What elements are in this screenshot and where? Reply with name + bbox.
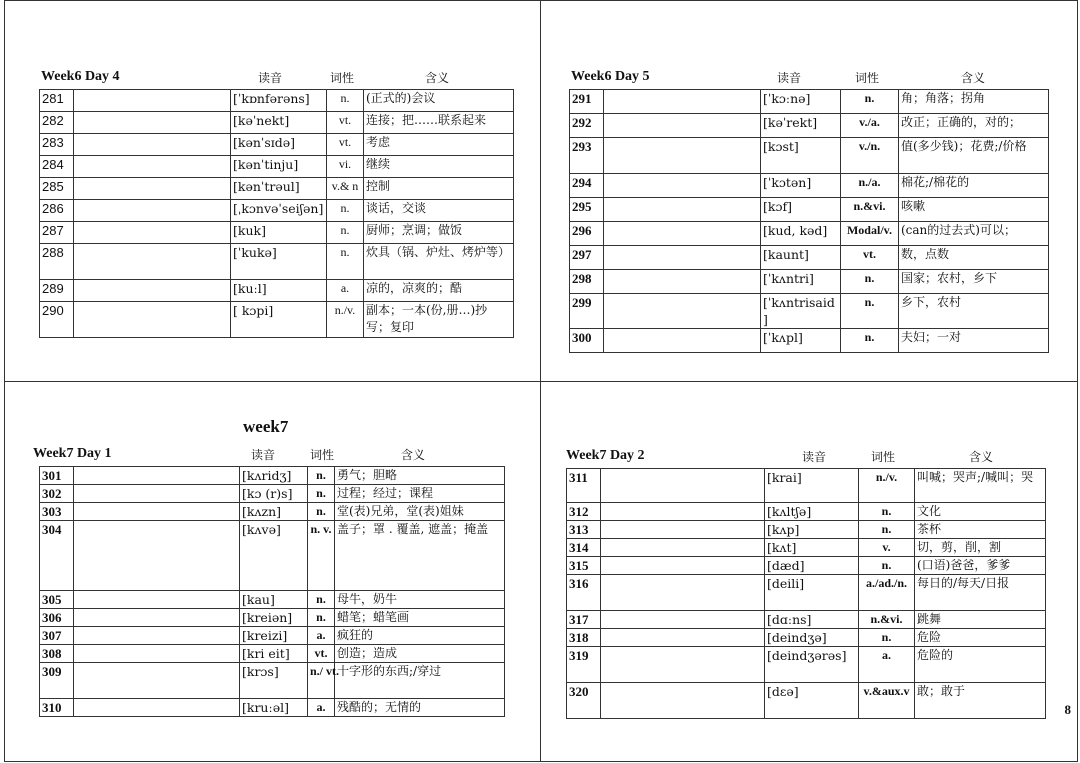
phonetic: [kəˈnekt] [231, 112, 327, 134]
phonetic: [kɔst] [761, 138, 841, 174]
table-row [40, 521, 505, 591]
entry-number: 300 [570, 329, 604, 353]
word-cell [601, 629, 765, 647]
word-cell [74, 90, 231, 112]
meaning: 凉的，凉爽的；酷 [364, 280, 514, 302]
phonetic: [ˈkʌntri] [761, 270, 841, 294]
word-cell [74, 244, 231, 280]
word-cell [601, 503, 765, 521]
entry-number: 289 [40, 280, 74, 302]
entry-number: 303 [40, 503, 74, 521]
word-cell [604, 198, 761, 222]
phonetic: [kaunt] [761, 246, 841, 270]
table-header [33, 444, 505, 466]
part-of-speech: n. [327, 222, 364, 244]
part-of-speech: n.&vi. [859, 611, 915, 629]
table-row [567, 575, 1046, 611]
entry-number: 307 [40, 627, 74, 645]
entry-number: 309 [40, 663, 74, 699]
word-cell [604, 222, 761, 246]
phonetic: [ˈkɔtən] [761, 174, 841, 198]
vocab-table [566, 468, 1046, 719]
part-of-speech: vi. [327, 156, 364, 178]
meaning: 连接；把……联系起来 [364, 112, 514, 134]
part-of-speech: n. [841, 329, 899, 353]
entry-number: 302 [40, 485, 74, 503]
part-of-speech: n. [841, 270, 899, 294]
table-header [566, 446, 1046, 468]
phonetic: [ˈkɔːnə] [761, 90, 841, 114]
phonetic: [dɑːns] [765, 611, 859, 629]
meaning: 副本；一本(份,册…)抄写；复印 [364, 302, 514, 338]
part-of-speech: n. [308, 485, 335, 503]
meaning: 十字形的东西;/穿过 [335, 663, 505, 699]
part-of-speech: v./n. [841, 138, 899, 174]
entry-number: 293 [570, 138, 604, 174]
vocab-table [39, 466, 505, 717]
part-of-speech: a. [859, 647, 915, 683]
part-of-speech: n. [308, 609, 335, 627]
phonetic: [kruːəl] [240, 699, 308, 717]
table-row [567, 503, 1046, 521]
phonetic: [kʌridʒ] [240, 467, 308, 485]
meaning: (口语)爸爸，爹爹 [915, 557, 1046, 575]
word-cell [74, 663, 240, 699]
table-row [570, 138, 1049, 174]
meaning: 敢；敢于 [915, 683, 1046, 719]
word-cell [604, 270, 761, 294]
phonetic: [ˌkɔnvəˈseiʃən] [231, 200, 327, 222]
entry-number: 287 [40, 222, 74, 244]
entry-number: 317 [567, 611, 601, 629]
table-row [570, 270, 1049, 294]
meaning: 角；角落；拐角 [899, 90, 1049, 114]
word-cell [601, 521, 765, 539]
table-header [39, 67, 514, 89]
entry-number: 291 [570, 90, 604, 114]
phonetic: [kreiən] [240, 609, 308, 627]
word-cell [601, 575, 765, 611]
part-of-speech: n./a. [841, 174, 899, 198]
part-of-speech: a. [308, 699, 335, 717]
table-row [567, 521, 1046, 539]
meaning: 过程；经过；课程 [335, 485, 505, 503]
word-cell [74, 485, 240, 503]
meaning: 改正；正确的，对的； [899, 114, 1049, 138]
table-row [40, 244, 514, 280]
entry-number: 320 [567, 683, 601, 719]
part-of-speech: n. [859, 557, 915, 575]
quadrant-week7-day2 [540, 381, 1078, 762]
header-meaning: 含义 [961, 71, 986, 85]
table-row [40, 645, 505, 663]
table-row [40, 591, 505, 609]
entry-number: 312 [567, 503, 601, 521]
phonetic: [kəˈrekt] [761, 114, 841, 138]
meaning: 乡下，农村 [899, 294, 1049, 329]
entry-number: 298 [570, 270, 604, 294]
table-row [570, 174, 1049, 198]
word-cell [74, 699, 240, 717]
entry-number: 288 [40, 244, 74, 280]
table-row [570, 329, 1049, 353]
table-header [569, 67, 1049, 89]
table-row [40, 302, 514, 338]
meaning: (正式的)会议 [364, 90, 514, 112]
table-row [40, 280, 514, 302]
word-cell [74, 503, 240, 521]
table-row [40, 503, 505, 521]
entry-number: 316 [567, 575, 601, 611]
phonetic: [kud, kəd] [761, 222, 841, 246]
phonetic: [kuːl] [231, 280, 327, 302]
phonetic: [deili] [765, 575, 859, 611]
table-row [567, 469, 1046, 503]
word-cell [604, 246, 761, 270]
entry-number: 281 [40, 90, 74, 112]
part-of-speech: vt. [308, 645, 335, 663]
meaning: 棉花;/棉花的 [899, 174, 1049, 198]
word-cell [604, 114, 761, 138]
word-cell [74, 280, 231, 302]
phonetic: [kʌzn] [240, 503, 308, 521]
table-row [567, 629, 1046, 647]
table-row [40, 134, 514, 156]
phonetic: [deindʒərəs] [765, 647, 859, 683]
table-row [40, 609, 505, 627]
word-cell [601, 557, 765, 575]
word-cell [74, 156, 231, 178]
entry-number: 308 [40, 645, 74, 663]
phonetic: [kuk] [231, 222, 327, 244]
part-of-speech: a./ad./n. [859, 575, 915, 611]
part-of-speech: n. [841, 294, 899, 329]
day-label: Week6 Day 4 [41, 69, 120, 84]
phonetic: [ˈkʌntrisaid] [761, 294, 841, 329]
phonetic: [krɔs] [240, 663, 308, 699]
part-of-speech: n. [308, 467, 335, 485]
header-pron: 读音 [258, 71, 283, 85]
phonetic: [ˈkʌpl] [761, 329, 841, 353]
meaning: 创造；造成 [335, 645, 505, 663]
entry-number: 285 [40, 178, 74, 200]
word-cell [74, 521, 240, 591]
word-cell [601, 683, 765, 719]
vocab-table [39, 89, 514, 338]
phonetic: [kʌvə] [240, 521, 308, 591]
word-cell [601, 469, 765, 503]
meaning: 切，剪，削，割 [915, 539, 1046, 557]
entry-number: 295 [570, 198, 604, 222]
phonetic: [kənˈtinju] [231, 156, 327, 178]
entry-number: 292 [570, 114, 604, 138]
meaning: 堂(表)兄弟，堂(表)姐妹 [335, 503, 505, 521]
entry-number: 284 [40, 156, 74, 178]
phonetic: [kɔf] [761, 198, 841, 222]
table-row [40, 663, 505, 699]
header-pos: 词性 [330, 71, 355, 85]
header-pos: 词性 [871, 450, 896, 464]
phonetic: [kri eit] [240, 645, 308, 663]
vocab-block-week7-day2 [566, 446, 1046, 719]
table-row [40, 90, 514, 112]
meaning: 盖子；罩 . 覆盖, 遮盖；掩盖 [335, 521, 505, 591]
part-of-speech: n./v. [327, 302, 364, 338]
table-row [570, 222, 1049, 246]
word-cell [74, 591, 240, 609]
part-of-speech: v.&aux.v [859, 683, 915, 719]
header-meaning: 含义 [969, 450, 994, 464]
phonetic: [kɔ (r)s] [240, 485, 308, 503]
part-of-speech: n. [859, 521, 915, 539]
quadrant-week6-day5 [540, 0, 1078, 382]
entry-number: 297 [570, 246, 604, 270]
vocab-block-week6-day4 [39, 67, 514, 338]
meaning: 考虑 [364, 134, 514, 156]
entry-number: 294 [570, 174, 604, 198]
entry-number: 282 [40, 112, 74, 134]
meaning: 值(多少钱)；花费;/价格 [899, 138, 1049, 174]
word-cell [74, 302, 231, 338]
phonetic: [deindʒə] [765, 629, 859, 647]
phonetic: [dɛə] [765, 683, 859, 719]
phonetic: [kau] [240, 591, 308, 609]
table-row [567, 539, 1046, 557]
meaning: 跳舞 [915, 611, 1046, 629]
entry-number: 301 [40, 467, 74, 485]
table-row [40, 222, 514, 244]
meaning: (can的过去式)可以； [899, 222, 1049, 246]
meaning: 母牛，奶牛 [335, 591, 505, 609]
phonetic: [kənˈsɪdə] [231, 134, 327, 156]
entry-number: 313 [567, 521, 601, 539]
entry-number: 314 [567, 539, 601, 557]
part-of-speech: n.&vi. [841, 198, 899, 222]
part-of-speech: n. [327, 200, 364, 222]
entry-number: 299 [570, 294, 604, 329]
word-cell [74, 178, 231, 200]
meaning: 叫喊；哭声;/喊叫；哭 [915, 469, 1046, 503]
part-of-speech: Modal/v. [841, 222, 899, 246]
meaning: 谈话，交谈 [364, 200, 514, 222]
page-number: 8 [1064, 702, 1071, 717]
phonetic: [kʌp] [765, 521, 859, 539]
word-cell [601, 611, 765, 629]
meaning: 勇气；胆略 [335, 467, 505, 485]
header-pos: 词性 [310, 448, 335, 462]
word-cell [74, 627, 240, 645]
part-of-speech: n. [308, 503, 335, 521]
entry-number: 286 [40, 200, 74, 222]
phonetic: [dæd] [765, 557, 859, 575]
week-title: week7 [243, 417, 289, 436]
meaning: 控制 [364, 178, 514, 200]
vocab-block-week6-day5 [569, 67, 1049, 353]
part-of-speech: n. v. [308, 521, 335, 591]
meaning: 茶杯 [915, 521, 1046, 539]
table-row [40, 467, 505, 485]
word-cell [74, 467, 240, 485]
word-cell [604, 90, 761, 114]
word-cell [604, 174, 761, 198]
part-of-speech: n. [327, 90, 364, 112]
meaning: 文化 [915, 503, 1046, 521]
part-of-speech: v.& n [327, 178, 364, 200]
meaning: 危险的 [915, 647, 1046, 683]
part-of-speech: v. [859, 539, 915, 557]
part-of-speech: vt. [841, 246, 899, 270]
part-of-speech: n. [859, 629, 915, 647]
phonetic: [kʌt] [765, 539, 859, 557]
phonetic: [kʌltʃə] [765, 503, 859, 521]
header-pron: 读音 [251, 448, 276, 462]
word-cell [74, 645, 240, 663]
word-cell [604, 329, 761, 353]
part-of-speech: n./ vt. [308, 663, 335, 699]
entry-number: 319 [567, 647, 601, 683]
meaning: 厨师；烹调；做饭 [364, 222, 514, 244]
word-cell [604, 294, 761, 329]
meaning: 炊具（锅、炉灶、烤炉等） [364, 244, 514, 280]
day-label: Week7 Day 2 [566, 448, 645, 463]
table-row [40, 112, 514, 134]
header-pos: 词性 [855, 71, 880, 85]
word-cell [74, 222, 231, 244]
part-of-speech: vt. [327, 112, 364, 134]
day-label: Week6 Day 5 [571, 69, 650, 84]
part-of-speech: n. [308, 591, 335, 609]
meaning: 残酷的；无情的 [335, 699, 505, 717]
table-row [567, 557, 1046, 575]
entry-number: 290 [40, 302, 74, 338]
phonetic: [ kɔpi] [231, 302, 327, 338]
word-cell [74, 200, 231, 222]
part-of-speech: v./a. [841, 114, 899, 138]
table-row [567, 611, 1046, 629]
meaning: 数，点数 [899, 246, 1049, 270]
quadrant-week7-day1 [4, 381, 541, 762]
meaning: 蜡笔；蜡笔画 [335, 609, 505, 627]
table-row [40, 156, 514, 178]
part-of-speech: n. [859, 503, 915, 521]
quadrant-week6-day4 [4, 0, 541, 382]
meaning: 夫妇；一对 [899, 329, 1049, 353]
part-of-speech: n. [841, 90, 899, 114]
part-of-speech: n./v. [859, 469, 915, 503]
day-label: Week7 Day 1 [33, 446, 112, 461]
header-meaning: 含义 [425, 71, 450, 85]
table-row [40, 699, 505, 717]
entry-number: 318 [567, 629, 601, 647]
table-row [570, 294, 1049, 329]
table-row [40, 485, 505, 503]
entry-number: 310 [40, 699, 74, 717]
part-of-speech: vt. [327, 134, 364, 156]
phonetic: [ˈkukə] [231, 244, 327, 280]
vocab-block-week7-day1 [33, 444, 505, 717]
meaning: 继续 [364, 156, 514, 178]
meaning: 每日的/每天/日报 [915, 575, 1046, 611]
header-pron: 读音 [777, 71, 802, 85]
phonetic: [ˈkɒnfərəns] [231, 90, 327, 112]
header-meaning: 含义 [401, 448, 426, 462]
entry-number: 311 [567, 469, 601, 503]
word-cell [601, 539, 765, 557]
table-row [570, 114, 1049, 138]
word-cell [74, 112, 231, 134]
word-cell [74, 609, 240, 627]
word-cell [604, 138, 761, 174]
table-row [40, 178, 514, 200]
header-pron: 读音 [802, 450, 827, 464]
table-row [567, 647, 1046, 683]
entry-number: 304 [40, 521, 74, 591]
part-of-speech: n. [327, 244, 364, 280]
word-cell [74, 134, 231, 156]
phonetic: [kənˈtrəul] [231, 178, 327, 200]
table-row [40, 627, 505, 645]
meaning: 疯狂的 [335, 627, 505, 645]
word-cell [601, 647, 765, 683]
table-row [40, 200, 514, 222]
entry-number: 296 [570, 222, 604, 246]
part-of-speech: a. [308, 627, 335, 645]
table-row [570, 246, 1049, 270]
entry-number: 283 [40, 134, 74, 156]
vocab-table [569, 89, 1049, 353]
phonetic: [kreizi] [240, 627, 308, 645]
meaning: 咳嗽 [899, 198, 1049, 222]
table-row [570, 90, 1049, 114]
table-row [570, 198, 1049, 222]
part-of-speech: a. [327, 280, 364, 302]
table-row [567, 683, 1046, 719]
phonetic: [krai] [765, 469, 859, 503]
entry-number: 305 [40, 591, 74, 609]
entry-number: 315 [567, 557, 601, 575]
meaning: 危险 [915, 629, 1046, 647]
meaning: 国家；农村，乡下 [899, 270, 1049, 294]
entry-number: 306 [40, 609, 74, 627]
